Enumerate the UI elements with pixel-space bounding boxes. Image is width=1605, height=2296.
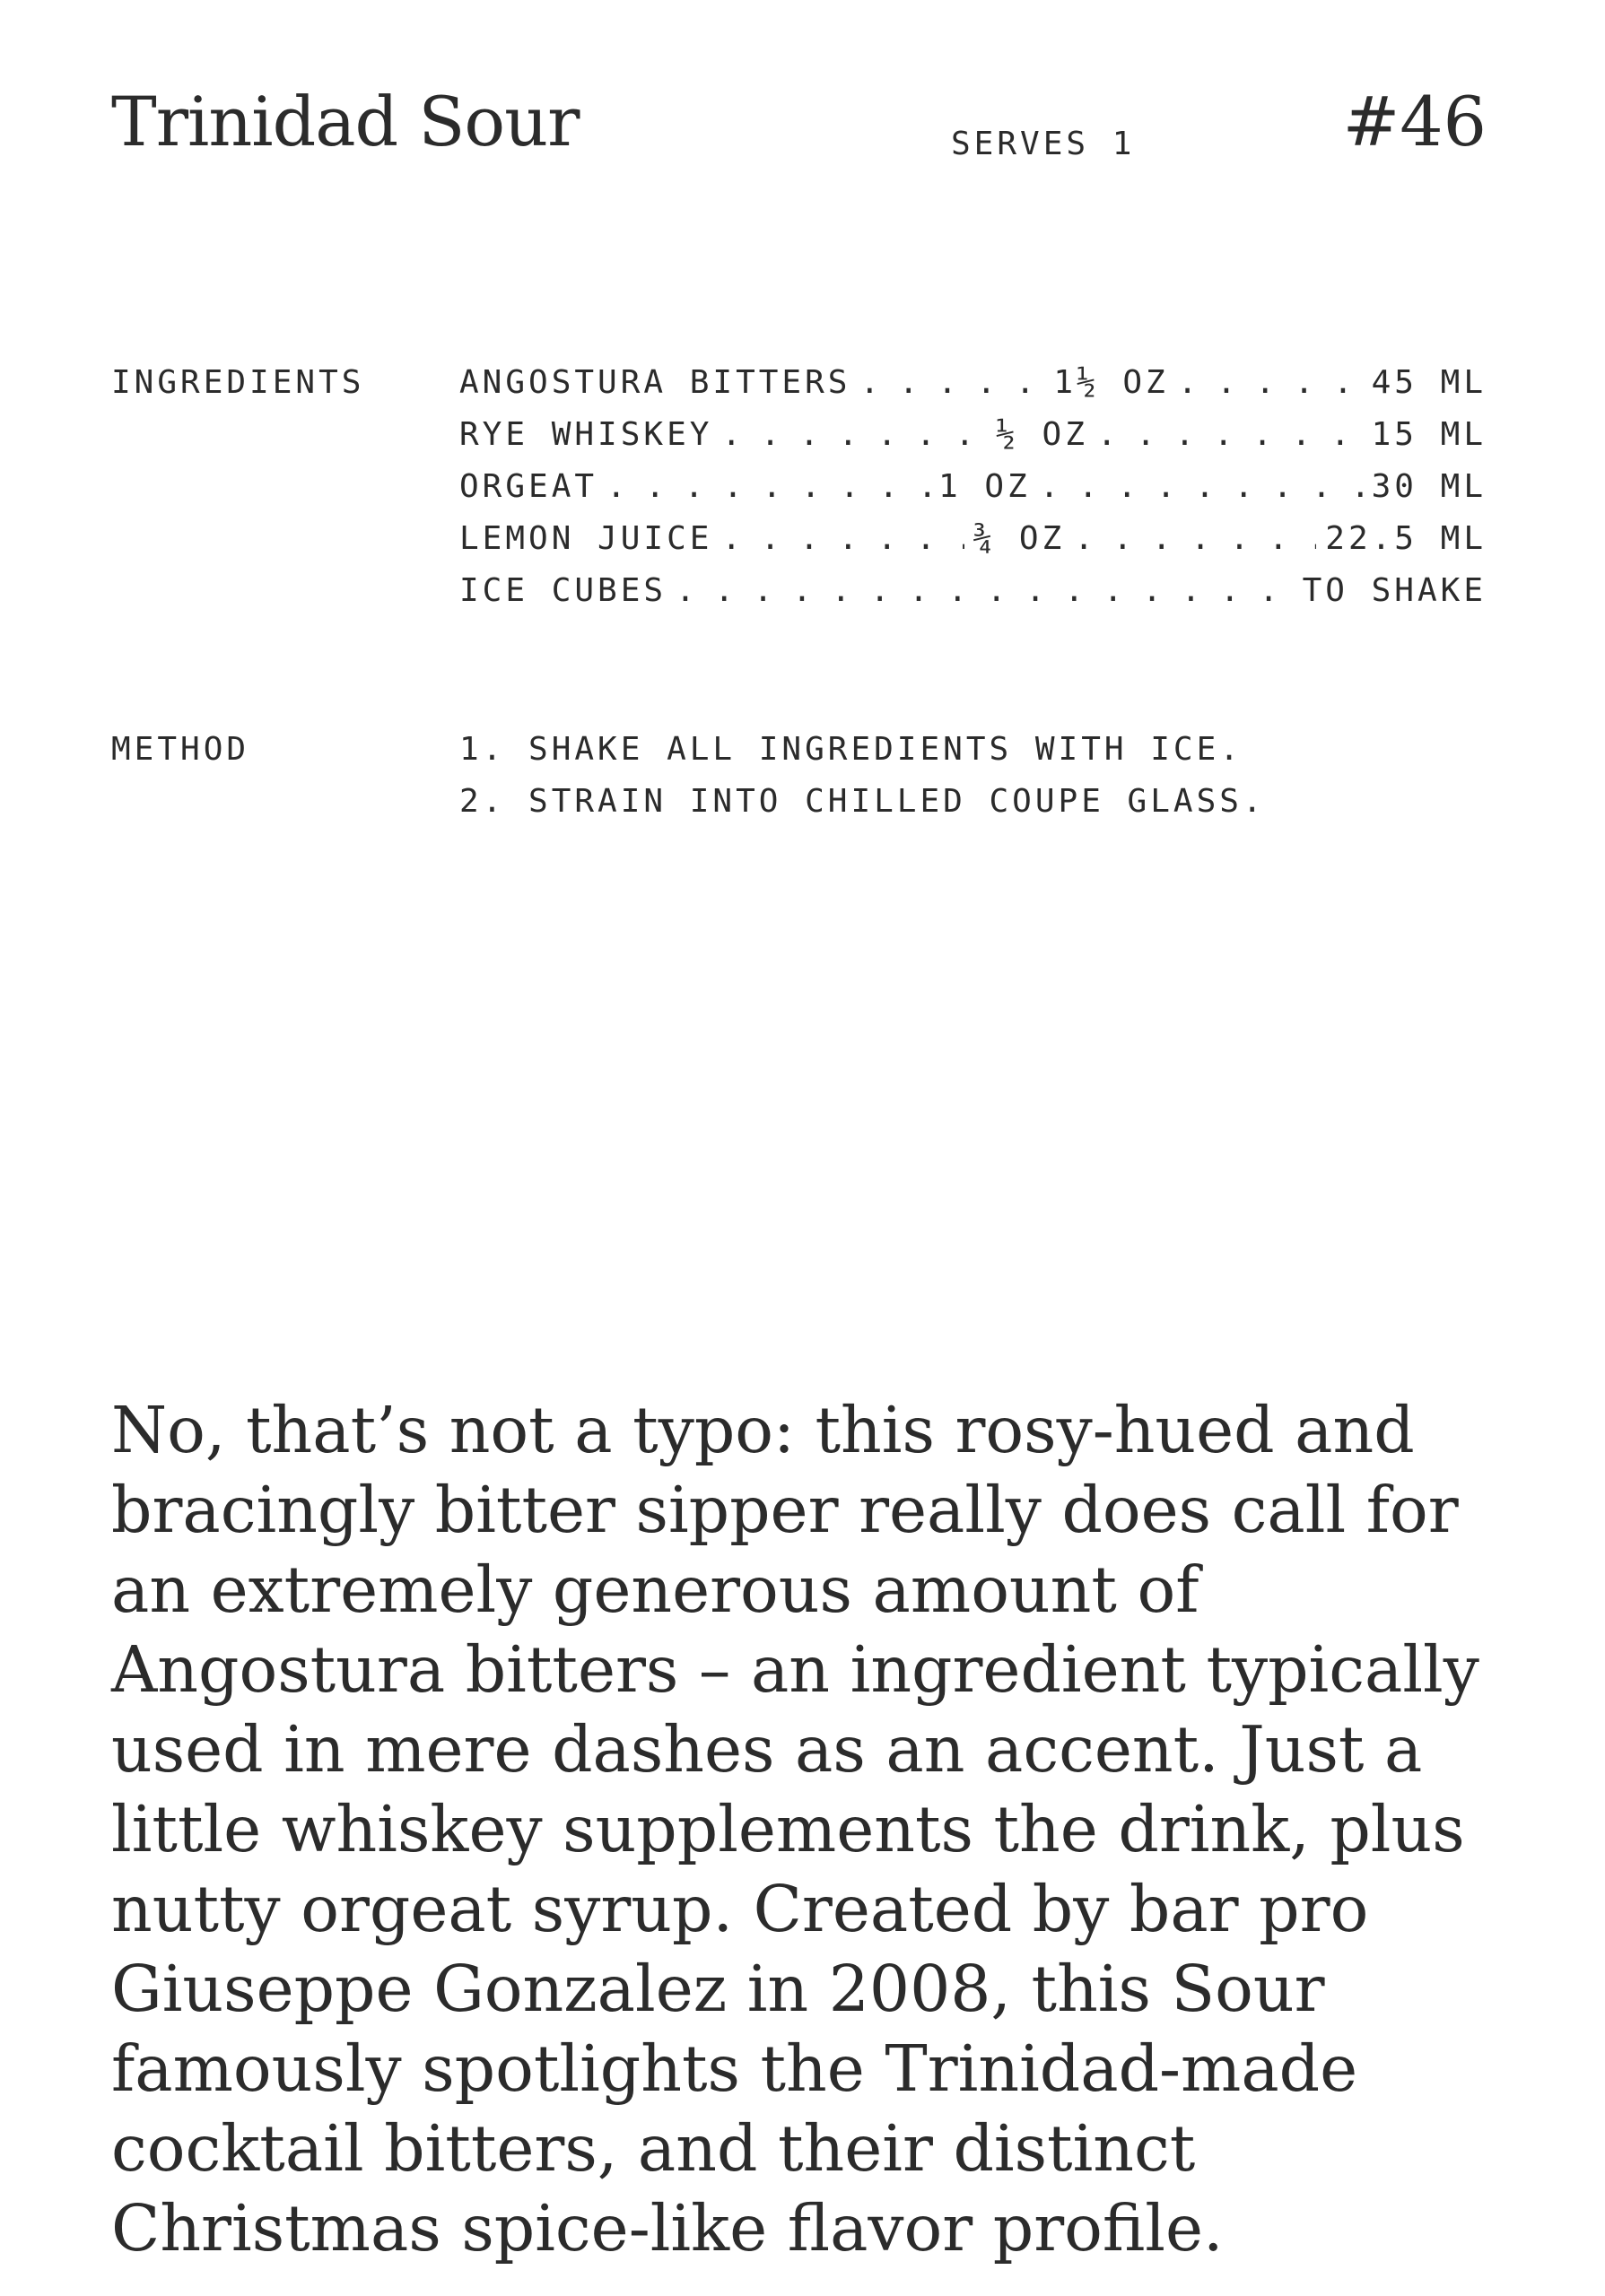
ingredient-name: RYE WHISKEY — [459, 416, 713, 453]
leader-dots — [721, 416, 987, 453]
ingredients-label: INGREDIENTS — [111, 364, 365, 401]
ingredient-name: LEMON JUICE — [459, 520, 713, 557]
ingredient-name: ORGEAT — [459, 468, 598, 505]
ingredient-ml: 45 ML — [1371, 364, 1487, 401]
ingredient-ml: 30 ML — [1371, 468, 1487, 505]
method-step: 1. SHAKE ALL INGREDIENTS WITH ICE. — [459, 731, 1243, 768]
ingredient-ml: TO SHAKE — [1302, 572, 1487, 609]
leader-dots — [1097, 416, 1363, 453]
leader-dots — [1178, 364, 1363, 401]
method-steps — [459, 731, 1266, 835]
leader-dots — [1074, 520, 1316, 557]
ingredient-row — [459, 364, 1487, 416]
ingredient-row — [459, 572, 1487, 624]
leader-dots — [1040, 468, 1363, 505]
ingredients-list — [459, 364, 1487, 624]
description-paragraph: No, that’s not a typo: this rosy-hued and bracingly bitter sipper really does call for an extremely generous amount of Angostura bitters – an ingredient typically used in mere dashes as an accent. Just a little whiskey supplements the drink, plus nutty orgeat syrup. Created by bar pro Giuseppe Gonzalez in 2008, this Sour famously spotlights the Trinidad-made cocktail bitters, and their distinct Christmas spice-like flavor profile. — [111, 1393, 1479, 2266]
recipe-number: #46 — [1342, 82, 1487, 161]
ingredient-ml: 22.5 ML — [1325, 520, 1487, 557]
ingredient-row — [459, 416, 1487, 468]
ingredient-name: ICE CUBES — [459, 572, 667, 609]
leader-dots — [606, 468, 929, 505]
ingredient-ml: 15 ML — [1371, 416, 1487, 453]
recipe-title: Trinidad Sour — [111, 82, 580, 161]
leader-dots — [859, 364, 1044, 401]
leader-dots — [676, 572, 1294, 609]
leader-dots — [721, 520, 964, 557]
ingredient-row — [459, 468, 1487, 520]
ingredient-row — [459, 520, 1487, 572]
ingredient-oz: ½ OZ — [996, 416, 1088, 453]
ingredient-oz: ¾ OZ — [973, 520, 1066, 557]
serves-count: SERVES 1 — [951, 126, 1136, 162]
ingredient-oz: 1½ OZ — [1053, 364, 1169, 401]
ingredient-name: ANGOSTURA BITTERS — [459, 364, 851, 401]
method-step: 2. STRAIN INTO CHILLED COUPE GLASS. — [459, 783, 1266, 820]
method-label: METHOD — [111, 731, 250, 768]
ingredient-oz: 1 OZ — [938, 468, 1031, 505]
